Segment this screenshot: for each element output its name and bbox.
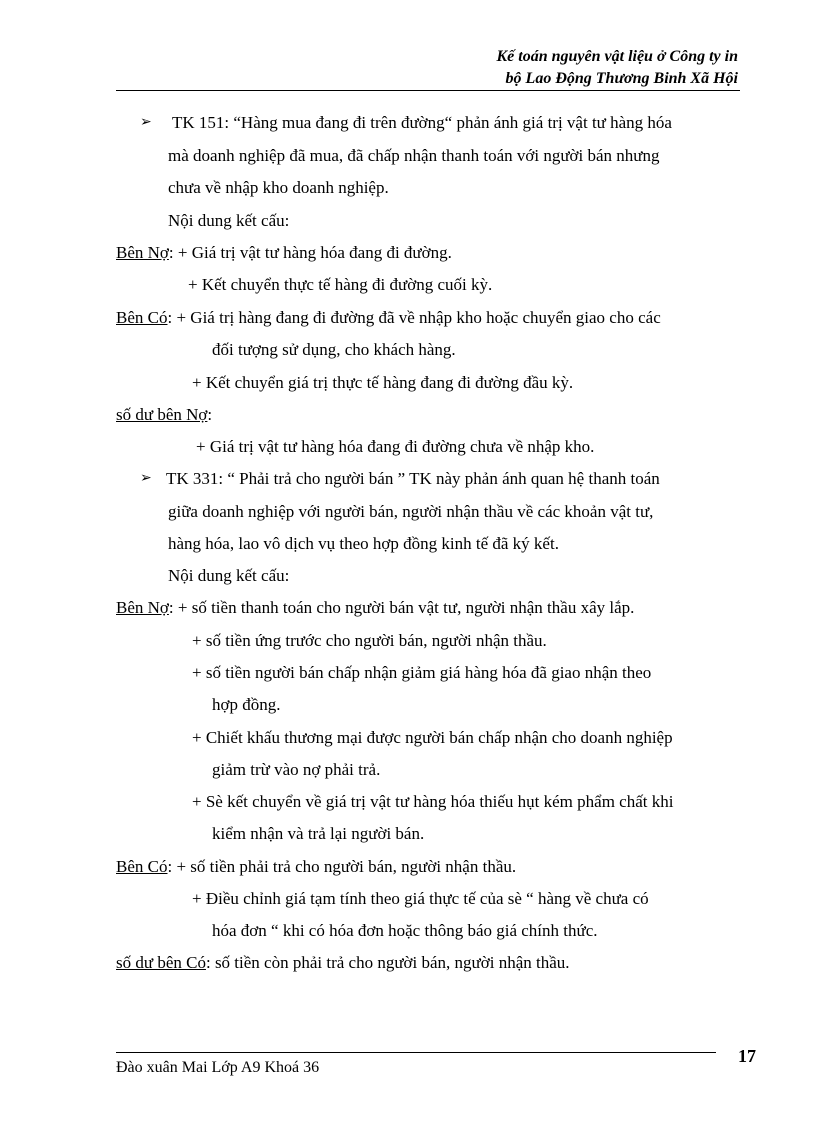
tk331-debit-line-4: hợp đồng. — [212, 695, 281, 714]
header-rule — [116, 90, 740, 91]
tk331-line-1: TK 331: “ Phải trả cho người bán ” TK này phản ánh quan hệ thanh toán — [166, 469, 660, 488]
balance-label: số dư bên Nợ — [116, 405, 208, 424]
tk151-credit-line — [116, 307, 661, 329]
tk151-debit-line-2: + Kết chuyển thực tế hàng đi đường cuối kỳ. — [188, 275, 493, 294]
header-line-1: Kế toán nguyên vật liệu ở Công ty in — [496, 48, 738, 65]
tk331-balance-line — [116, 952, 570, 974]
tk331-credit-line — [116, 856, 516, 878]
credit-text: : + số tiền phải trả cho người bán, người nhận thầu. — [167, 857, 517, 876]
bullet-arrow-icon: ➢ — [140, 471, 152, 486]
debit-text: : + số tiền thanh toán cho người bán vật tư, người nhận thầu xây lắp. — [168, 598, 635, 617]
tk331-structure-heading: Nội dung kết cấu: — [168, 566, 290, 585]
tk151-credit-line-2: đối tượng sử dụng, cho khách hàng. — [212, 340, 456, 359]
header-line-2: bộ Lao Động Thương Binh Xã Hội — [505, 70, 738, 87]
bullet-arrow-icon: ➢ — [140, 115, 152, 130]
balance-label: số dư bên Có — [116, 953, 206, 972]
balance-text: : — [207, 405, 213, 424]
tk151-balance-line-2: + Giá trị vật tư hàng hóa đang đi đường chưa về nhập kho. — [196, 437, 595, 456]
tk151-line-3: chưa về nhập kho doanh nghiệp. — [168, 178, 389, 197]
tk331-debit-line — [116, 597, 634, 619]
tk151-structure-heading: Nội dung kết cấu: — [168, 211, 290, 230]
debit-text: : + Giá trị vật tư hàng hóa đang đi đường. — [168, 243, 452, 262]
tk151-line-2: mà doanh nghiệp đã mua, đã chấp nhận thanh toán với người bán nhưng — [168, 146, 660, 165]
tk331-debit-line-7: + Sè kết chuyển về giá trị vật tư hàng hóa thiếu hụt kém phẩm chất khi — [192, 792, 674, 811]
tk331-line-3: hàng hóa, lao vô dịch vụ theo hợp đồng kinh tế đã ký kết. — [168, 534, 559, 553]
tk331-credit-line-3: hóa đơn “ khi có hóa đơn hoặc thông báo giá chính thức. — [212, 921, 598, 940]
footer-author: Đào xuân Mai Lớp A9 Khoá 36 — [116, 1059, 320, 1076]
tk151-line-1: TK 151: “Hàng mua đang đi trên đường“ phản ánh giá trị vật tư hàng hóa — [172, 113, 672, 132]
tk331-debit-line-3: + số tiền người bán chấp nhận giảm giá hàng hóa đã giao nhận theo — [192, 663, 652, 682]
footer-rule — [116, 1052, 716, 1053]
tk331-credit-line-2: + Điều chỉnh giá tạm tính theo giá thực tế của sè “ hàng về chưa có — [192, 889, 649, 908]
tk331-debit-line-2: + số tiền ứng trước cho người bán, người nhận thầu. — [192, 631, 547, 650]
page-header — [497, 46, 739, 90]
debit-label: Bên Nợ — [116, 598, 169, 617]
tk331-line-2: giữa doanh nghiệp với người bán, người nhận thầu về các khoản vật tư, — [168, 502, 654, 521]
debit-label: Bên Nợ — [116, 243, 169, 262]
credit-label: Bên Có — [116, 857, 168, 876]
tk331-debit-line-8: kiểm nhận và trả lại người bán. — [212, 824, 425, 843]
tk151-debit-line — [116, 242, 452, 264]
tk151-credit-line-3: + Kết chuyển giá trị thực tế hàng đang đi đường đầu kỳ. — [192, 373, 574, 392]
tk331-debit-line-6: giảm trừ vào nợ phải trả. — [212, 760, 381, 779]
balance-text: : số tiền còn phải trả cho người bán, người nhận thầu. — [205, 953, 570, 972]
credit-text: : + Giá trị hàng đang đi đường đã về nhập kho hoặc chuyển giao cho các — [167, 308, 661, 327]
page-number: 17 — [738, 1046, 756, 1066]
tk151-balance-line — [116, 404, 212, 426]
credit-label: Bên Có — [116, 308, 168, 327]
tk331-debit-line-5: + Chiết khấu thương mại được người bán chấp nhận cho doanh nghiệp — [192, 728, 673, 747]
